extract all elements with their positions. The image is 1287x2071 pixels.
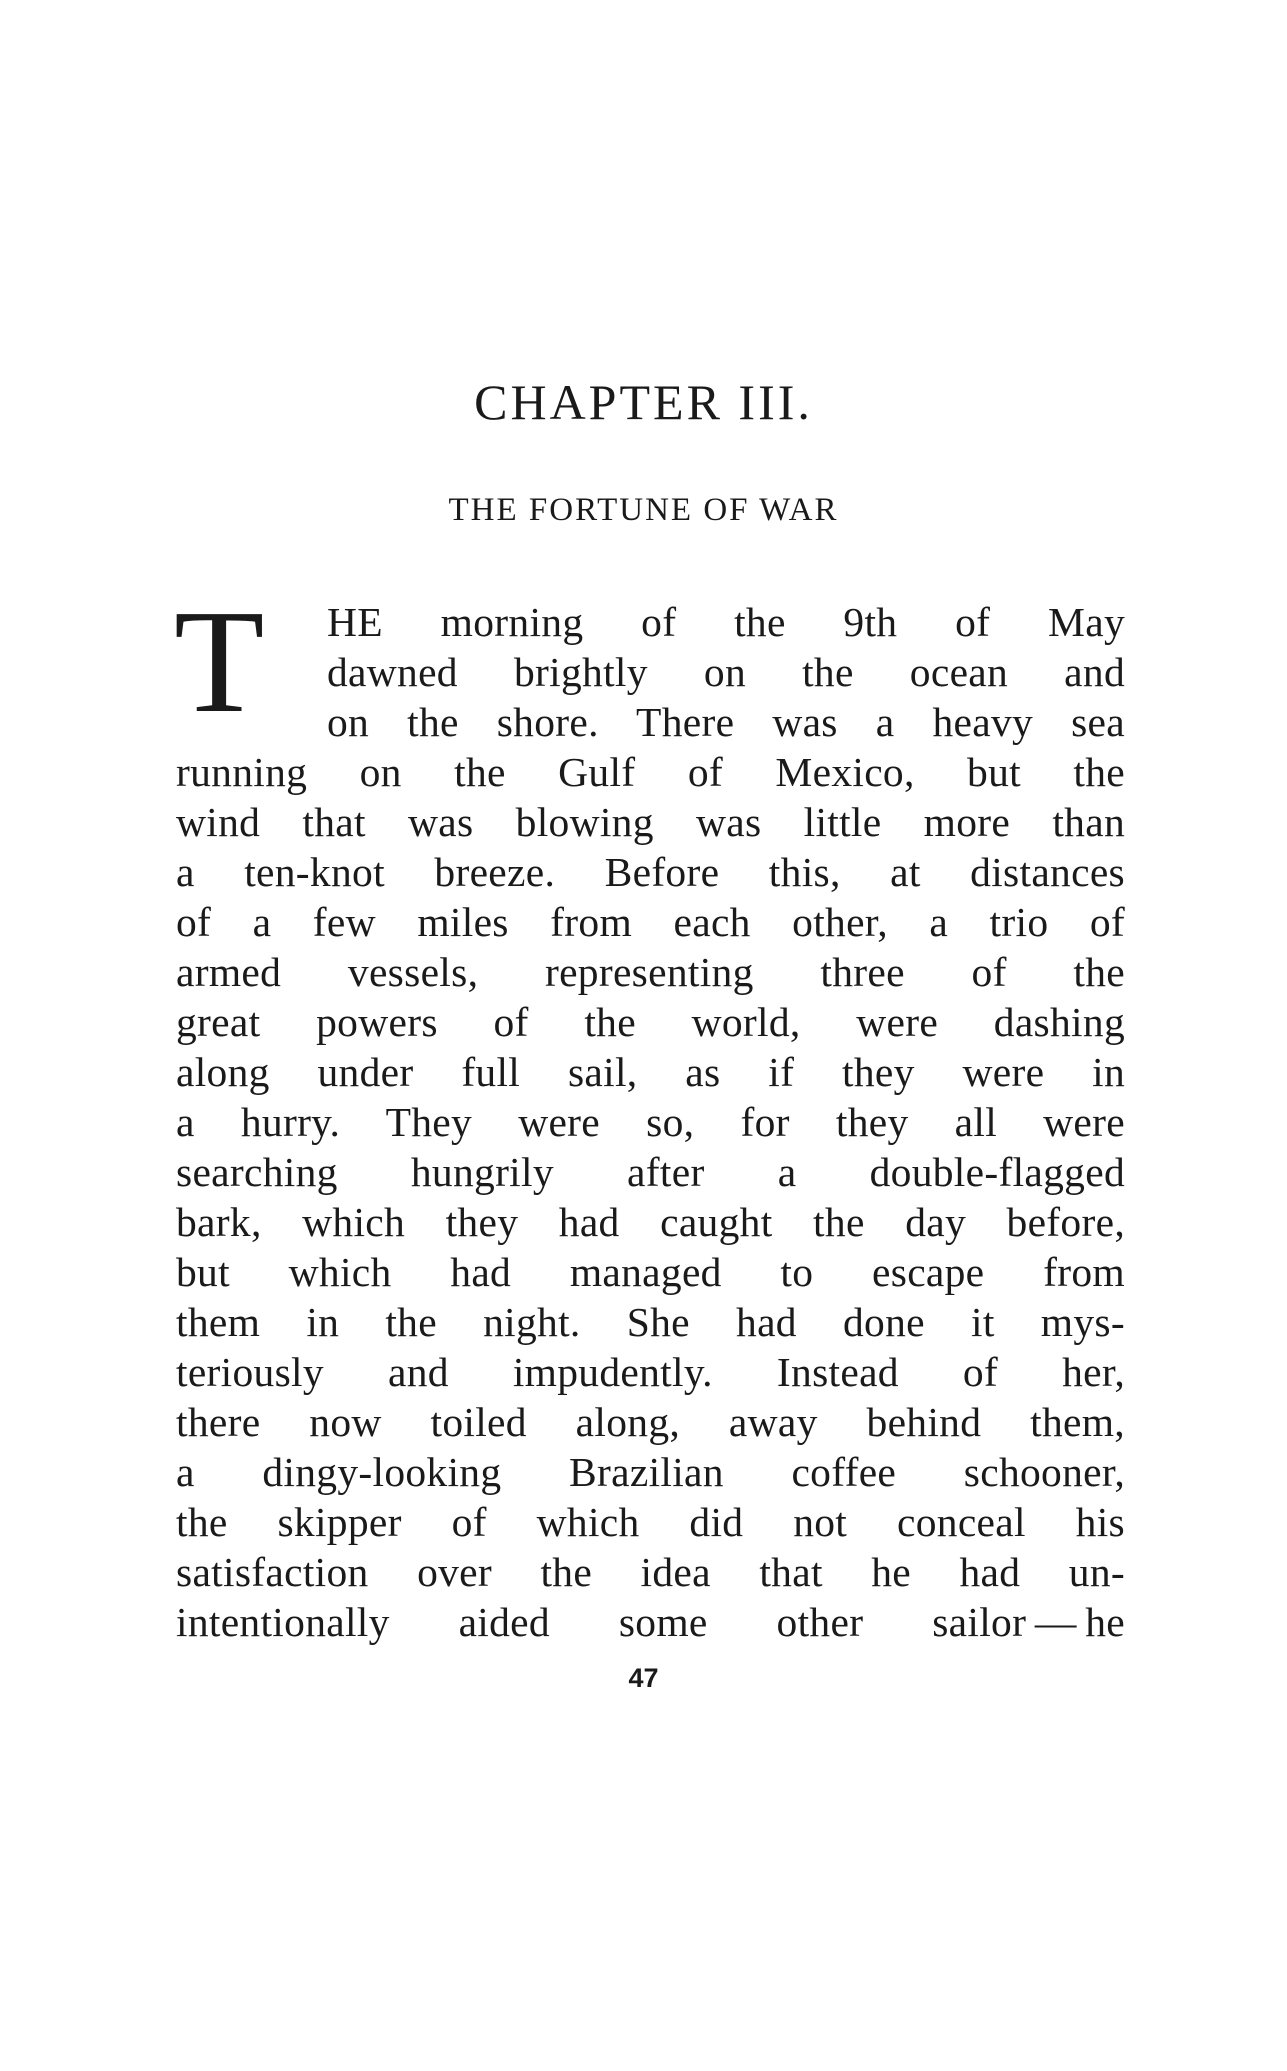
text-line: there now toiled along, away behind them, [176, 1399, 1125, 1445]
text-line: intentionally aided some other sailor — he [176, 1599, 1125, 1645]
text-line: wind that was blowing was little more than [176, 799, 1125, 845]
text-line: on the shore. There was a heavy sea [327, 699, 1125, 745]
text-line: them in the night. She had done it mys- [176, 1299, 1125, 1345]
text-line: dawned brightly on the ocean and [327, 649, 1125, 695]
text-line: satisfaction over the idea that he had un- [176, 1549, 1125, 1595]
page-number: 47 [628, 1663, 659, 1693]
drop-cap: T [174, 580, 265, 744]
text-line: great powers of the world, were dashing [176, 999, 1125, 1045]
text-line: searching hungrily after a double-flagged [176, 1149, 1125, 1195]
text-line: armed vessels, representing three of the [176, 949, 1125, 995]
text-line: running on the Gulf of Mexico, but the [176, 749, 1125, 795]
text-line: teriously and impudently. Instead of her, [176, 1349, 1125, 1395]
text-line: of a few miles from each other, a trio of [176, 899, 1125, 945]
text-line: bark, which they had caught the day before, [176, 1199, 1125, 1245]
chapter-title: CHAPTER III. [474, 374, 813, 430]
text-line: but which had managed to escape from [176, 1249, 1125, 1295]
text-line: a ten-knot breeze. Before this, at distances [176, 849, 1125, 895]
text-line: a dingy-looking Brazilian coffee schooner, [176, 1449, 1125, 1495]
chapter-subtitle: THE FORTUNE OF WAR [448, 492, 839, 528]
text-line: along under full sail, as if they were in [176, 1049, 1125, 1095]
text-line: HE morning of the 9th of May [327, 599, 1125, 645]
text-line: a hurry. They were so, for they all were [176, 1099, 1125, 1145]
text-line: the skipper of which did not conceal his [176, 1499, 1125, 1545]
